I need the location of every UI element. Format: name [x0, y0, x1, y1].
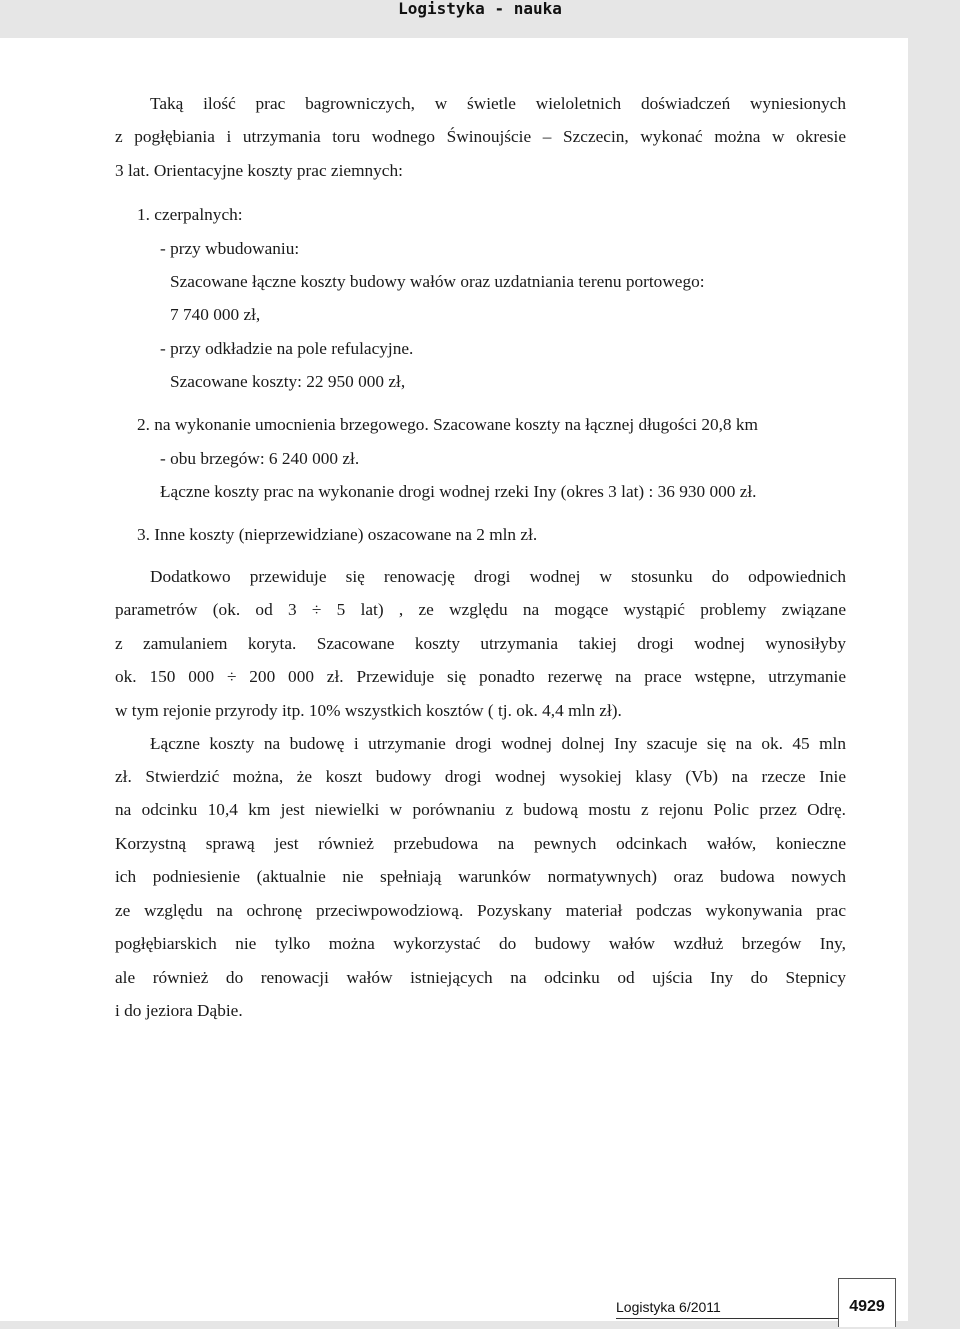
paragraph-line: pogłębiarskich nie tylko można wykorzystać do budowy wałów wzdłuż brzegów Iny, [115, 934, 846, 953]
paragraph-line: Łączne koszty na budowę i utrzymanie drogi wodnej dolnej Iny szacuje się na ok. 45 mln [150, 734, 846, 753]
page-number: 4929 [849, 1298, 885, 1315]
paragraph-line: ale również do renowacji wałów istniejących na odcinku od ujścia Iny do Stepnicy [115, 968, 846, 987]
paragraph-line: i do jeziora Dąbie. [115, 1001, 243, 1020]
list-item-heading: 1. czerpalnych: [137, 205, 243, 224]
paragraph-line: Korzystną sprawą jest również przebudowa na pewnych odcinkach wałów, konieczne [115, 834, 846, 853]
footer-journal: Logistyka 6/2011 [616, 1299, 721, 1315]
list-item-line: Szacowane koszty: 22 950 000 zł, [170, 372, 406, 391]
paragraph-line: 3 lat. Orientacyjne koszty prac ziemnych: [115, 161, 403, 180]
header-title: Logistyka - nauka [398, 0, 562, 18]
paragraph-line: z pogłębiania i utrzymania toru wodnego Świnoujście – Szczecin, wykonać można w okresie [115, 127, 846, 146]
paragraph-line: z zamulaniem koryta. Szacowane koszty utrzymania takiej drogi wodnej wynosiłyby [115, 634, 846, 653]
list-item-line: - obu brzegów: 6 240 000 zł. [160, 449, 360, 468]
list-item-line: Szacowane łączne koszty budowy wałów oraz uzdatniania terenu portowego: [170, 272, 705, 291]
paragraph-line: Taką ilość prac bagrowniczych, w świetle wieloletnich doświadczeń wyniesionych [150, 94, 846, 113]
list-item-heading: 2. na wykonanie umocnienia brzegowego. Szacowane koszty na łącznej długości 20,8 km [137, 415, 758, 434]
paragraph-line: Dodatkowo przewiduje się renowację drogi wodnej w stosunku do odpowiednich [150, 567, 846, 586]
paragraph-line: ich podniesienie (aktualnie nie spełniają warunków normatywnych) oraz budowa nowych [115, 867, 846, 886]
list-item-heading: 3. Inne koszty (nieprzewidziane) oszacowane na 2 mln zł. [137, 525, 538, 544]
paragraph-line: parametrów (ok. od 3 ÷ 5 lat) , ze względu na mogące wystąpić problemy związane [115, 600, 846, 619]
list-item-line: - przy odkładzie na pole refulacyjne. [160, 339, 414, 358]
paragraph-line: ze względu na ochronę przeciwpowodziową. Pozyskany materiał podczas wykonywania prac [115, 901, 846, 920]
footer-rule [616, 1318, 856, 1319]
list-item-line: Łączne koszty prac na wykonanie drogi wodnej rzeki Iny (okres 3 lat) : 36 930 000 zł. [160, 482, 757, 501]
paragraph-line: na odcinku 10,4 km jest niewielki w porównaniu z budową mostu z rejonu Polic przez Odrę. [115, 800, 846, 819]
paragraph-line: w tym rejonie przyrody itp. 10% wszystkich kosztów ( tj. ok. 4,4 mln zł). [115, 701, 622, 720]
running-header [0, 0, 960, 36]
list-item-line: 7 740 000 zł, [170, 305, 261, 324]
page-number-box [838, 1278, 896, 1327]
paragraph-line: zł. Stwierdzić można, że koszt budowy drogi wodnej wysokiej klasy (Vb) na rzecze Inie [115, 767, 846, 786]
paragraph-line: ok. 150 000 ÷ 200 000 zł. Przewiduje się ponadto rezerwę na prace wstępne, utrzymanie [115, 667, 846, 686]
list-item-line: - przy wbudowaniu: [160, 239, 300, 258]
